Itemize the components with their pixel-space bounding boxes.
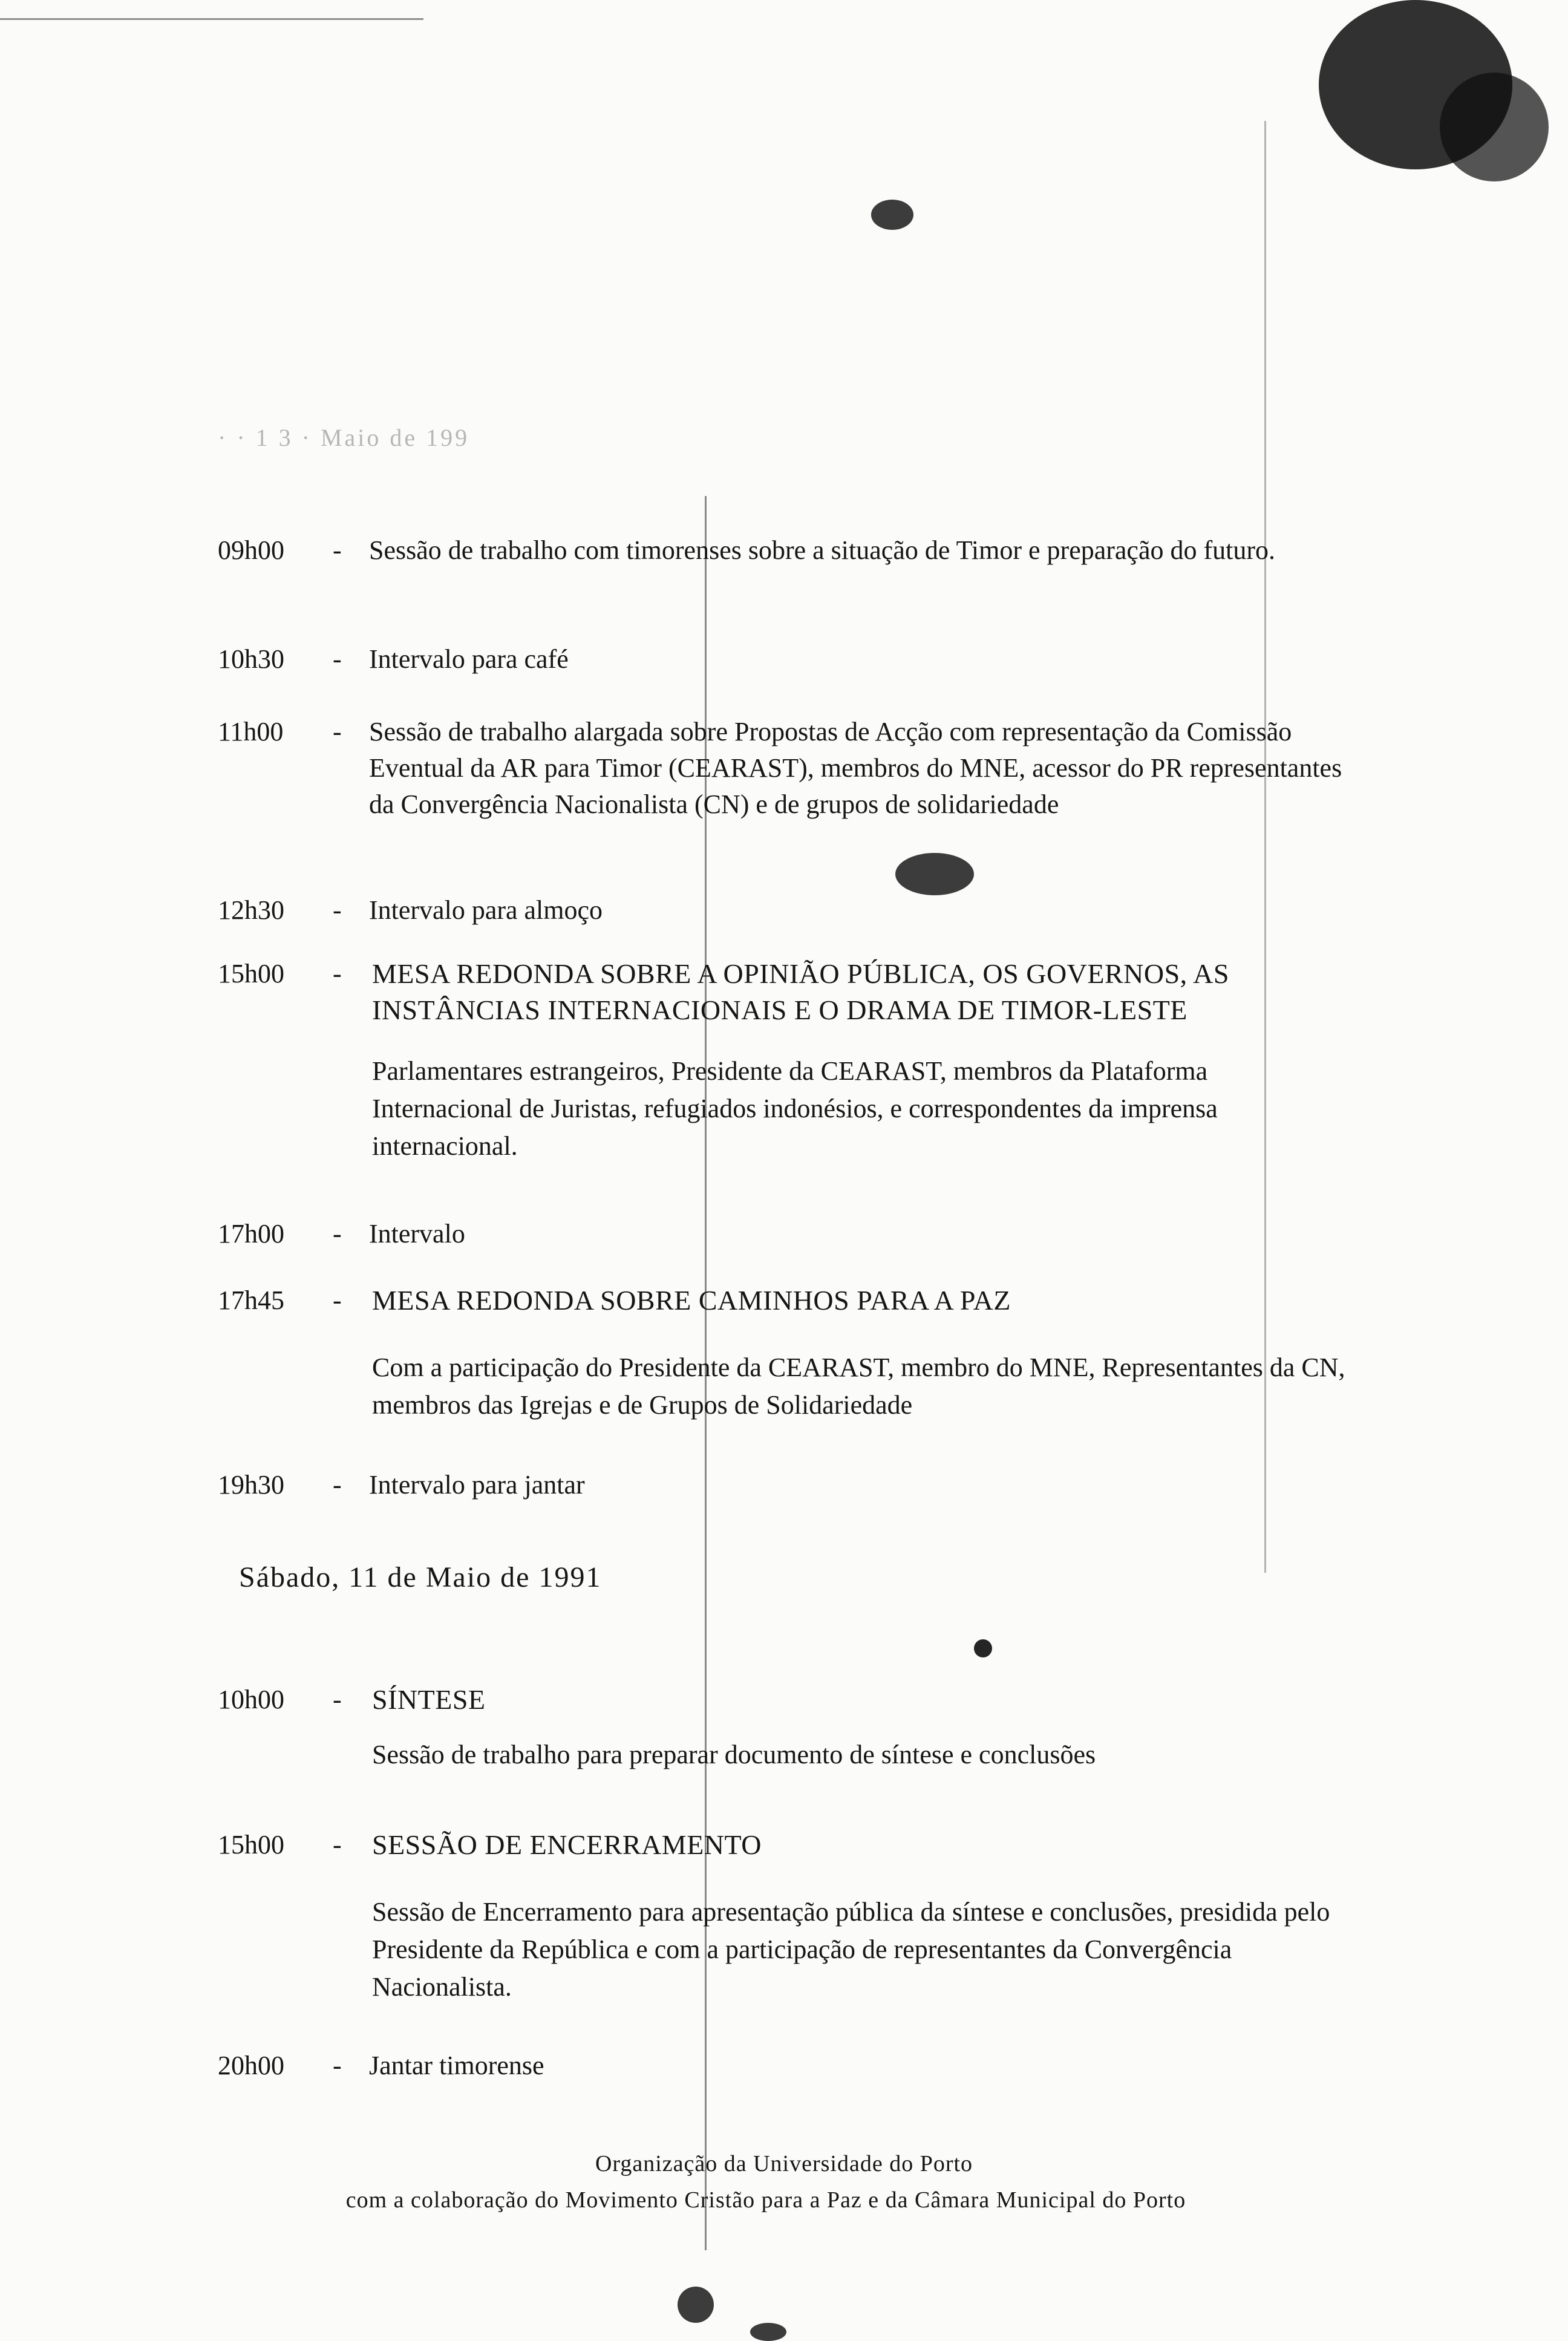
agenda-dash: - <box>333 1470 342 1500</box>
agenda-dash: - <box>333 1285 342 1315</box>
roundtable-heading: MESA REDONDA SOBRE A OPINIÃO PÚBLICA, OS GOVERNOS, AS INSTÂNCIAS INTERNACIONAIS E O DRAMA DE TIMOR-LESTE <box>372 958 1229 1025</box>
agenda-text: Intervalo para almoço <box>369 895 603 925</box>
day-title-saturday: Sábado, 11 de Maio de 1991 <box>239 1561 602 1593</box>
agenda-dash: - <box>333 895 342 925</box>
faded-date-header: · · 1 3 · Maio de 199 <box>218 424 470 451</box>
agenda-text: Intervalo para jantar <box>369 1470 585 1500</box>
scan-blot-mid <box>895 853 974 895</box>
agenda-dash: - <box>333 959 342 988</box>
agenda-time: 09h00 <box>218 535 284 565</box>
scan-blot-bottom-2 <box>750 2323 786 2341</box>
agenda-time: 10h30 <box>218 644 284 674</box>
agenda-text: Sessão de trabalho com timorenses sobre a situação de Timor e preparação do futuro. <box>369 535 1276 565</box>
section-heading: SESSÃO DE ENCERRAMENTO <box>372 1829 762 1860</box>
footer-organization: Organização da Universidade do Porto <box>595 2151 973 2176</box>
agenda-time: 17h00 <box>218 1219 284 1249</box>
agenda-time: 15h00 <box>218 959 284 988</box>
section-description: Sessão de trabalho para preparar documento de síntese e conclusões <box>372 1740 1096 1769</box>
agenda-dash: - <box>333 1219 342 1249</box>
agenda-dash: - <box>333 535 342 565</box>
agenda-dash: - <box>333 1830 342 1859</box>
scan-blot-bottom <box>678 2287 714 2323</box>
roundtable-heading: MESA REDONDA SOBRE CAMINHOS PARA A PAZ <box>372 1285 1011 1316</box>
scan-blot-small <box>974 1639 992 1657</box>
scan-blot-top-center <box>871 200 913 230</box>
agenda-time: 12h30 <box>218 895 284 925</box>
agenda-time: 11h00 <box>218 717 284 746</box>
agenda-text: Jantar timorense <box>369 2051 544 2080</box>
agenda-dash: - <box>333 1685 342 1714</box>
agenda-text: Sessão de trabalho alargada sobre Propostas de Acção com representação da Comissão Eventual da AR para Timor (CEARAST), membros do MNE, acessor do PR representantes da Convergência Nacionalista (CN) e de grupos de solidariedade <box>369 717 1342 819</box>
section-description: Sessão de Encerramento para apresentação pública da síntese e conclusões, presidida pelo Presidente da República e com a participação de representantes da Convergência Nacionalista. <box>372 1897 1330 2002</box>
agenda-text: Intervalo <box>369 1219 465 1249</box>
roundtable-description: Com a participação do Presidente da CEARAST, membro do MNE, Representantes da CN, membros das Igrejas e de Grupos de Solidariedade <box>372 1353 1345 1420</box>
agenda-time: 20h00 <box>218 2051 284 2080</box>
agenda-time: 10h00 <box>218 1685 284 1714</box>
agenda-time: 17h45 <box>218 1285 284 1315</box>
agenda-time: 15h00 <box>218 1830 284 1859</box>
agenda-time: 19h30 <box>218 1470 284 1500</box>
agenda-dash: - <box>333 2051 342 2080</box>
section-heading: SÍNTESE <box>372 1684 486 1715</box>
agenda-dash: - <box>333 717 342 746</box>
roundtable-description: Parlamentares estrangeiros, Presidente da CEARAST, membros da Plataforma Internacional de Juristas, refugiados indonésios, e correspondentes da imprensa internacional. <box>372 1056 1218 1161</box>
footer-collaboration: com a colaboração do Movimento Cristão para a Paz e da Câmara Municipal do Porto <box>345 2187 1186 2213</box>
scan-line-top <box>0 18 423 20</box>
scan-blot-top-right-small <box>1440 73 1549 181</box>
agenda-text: Intervalo para café <box>369 644 569 674</box>
agenda-dash: - <box>333 644 342 674</box>
